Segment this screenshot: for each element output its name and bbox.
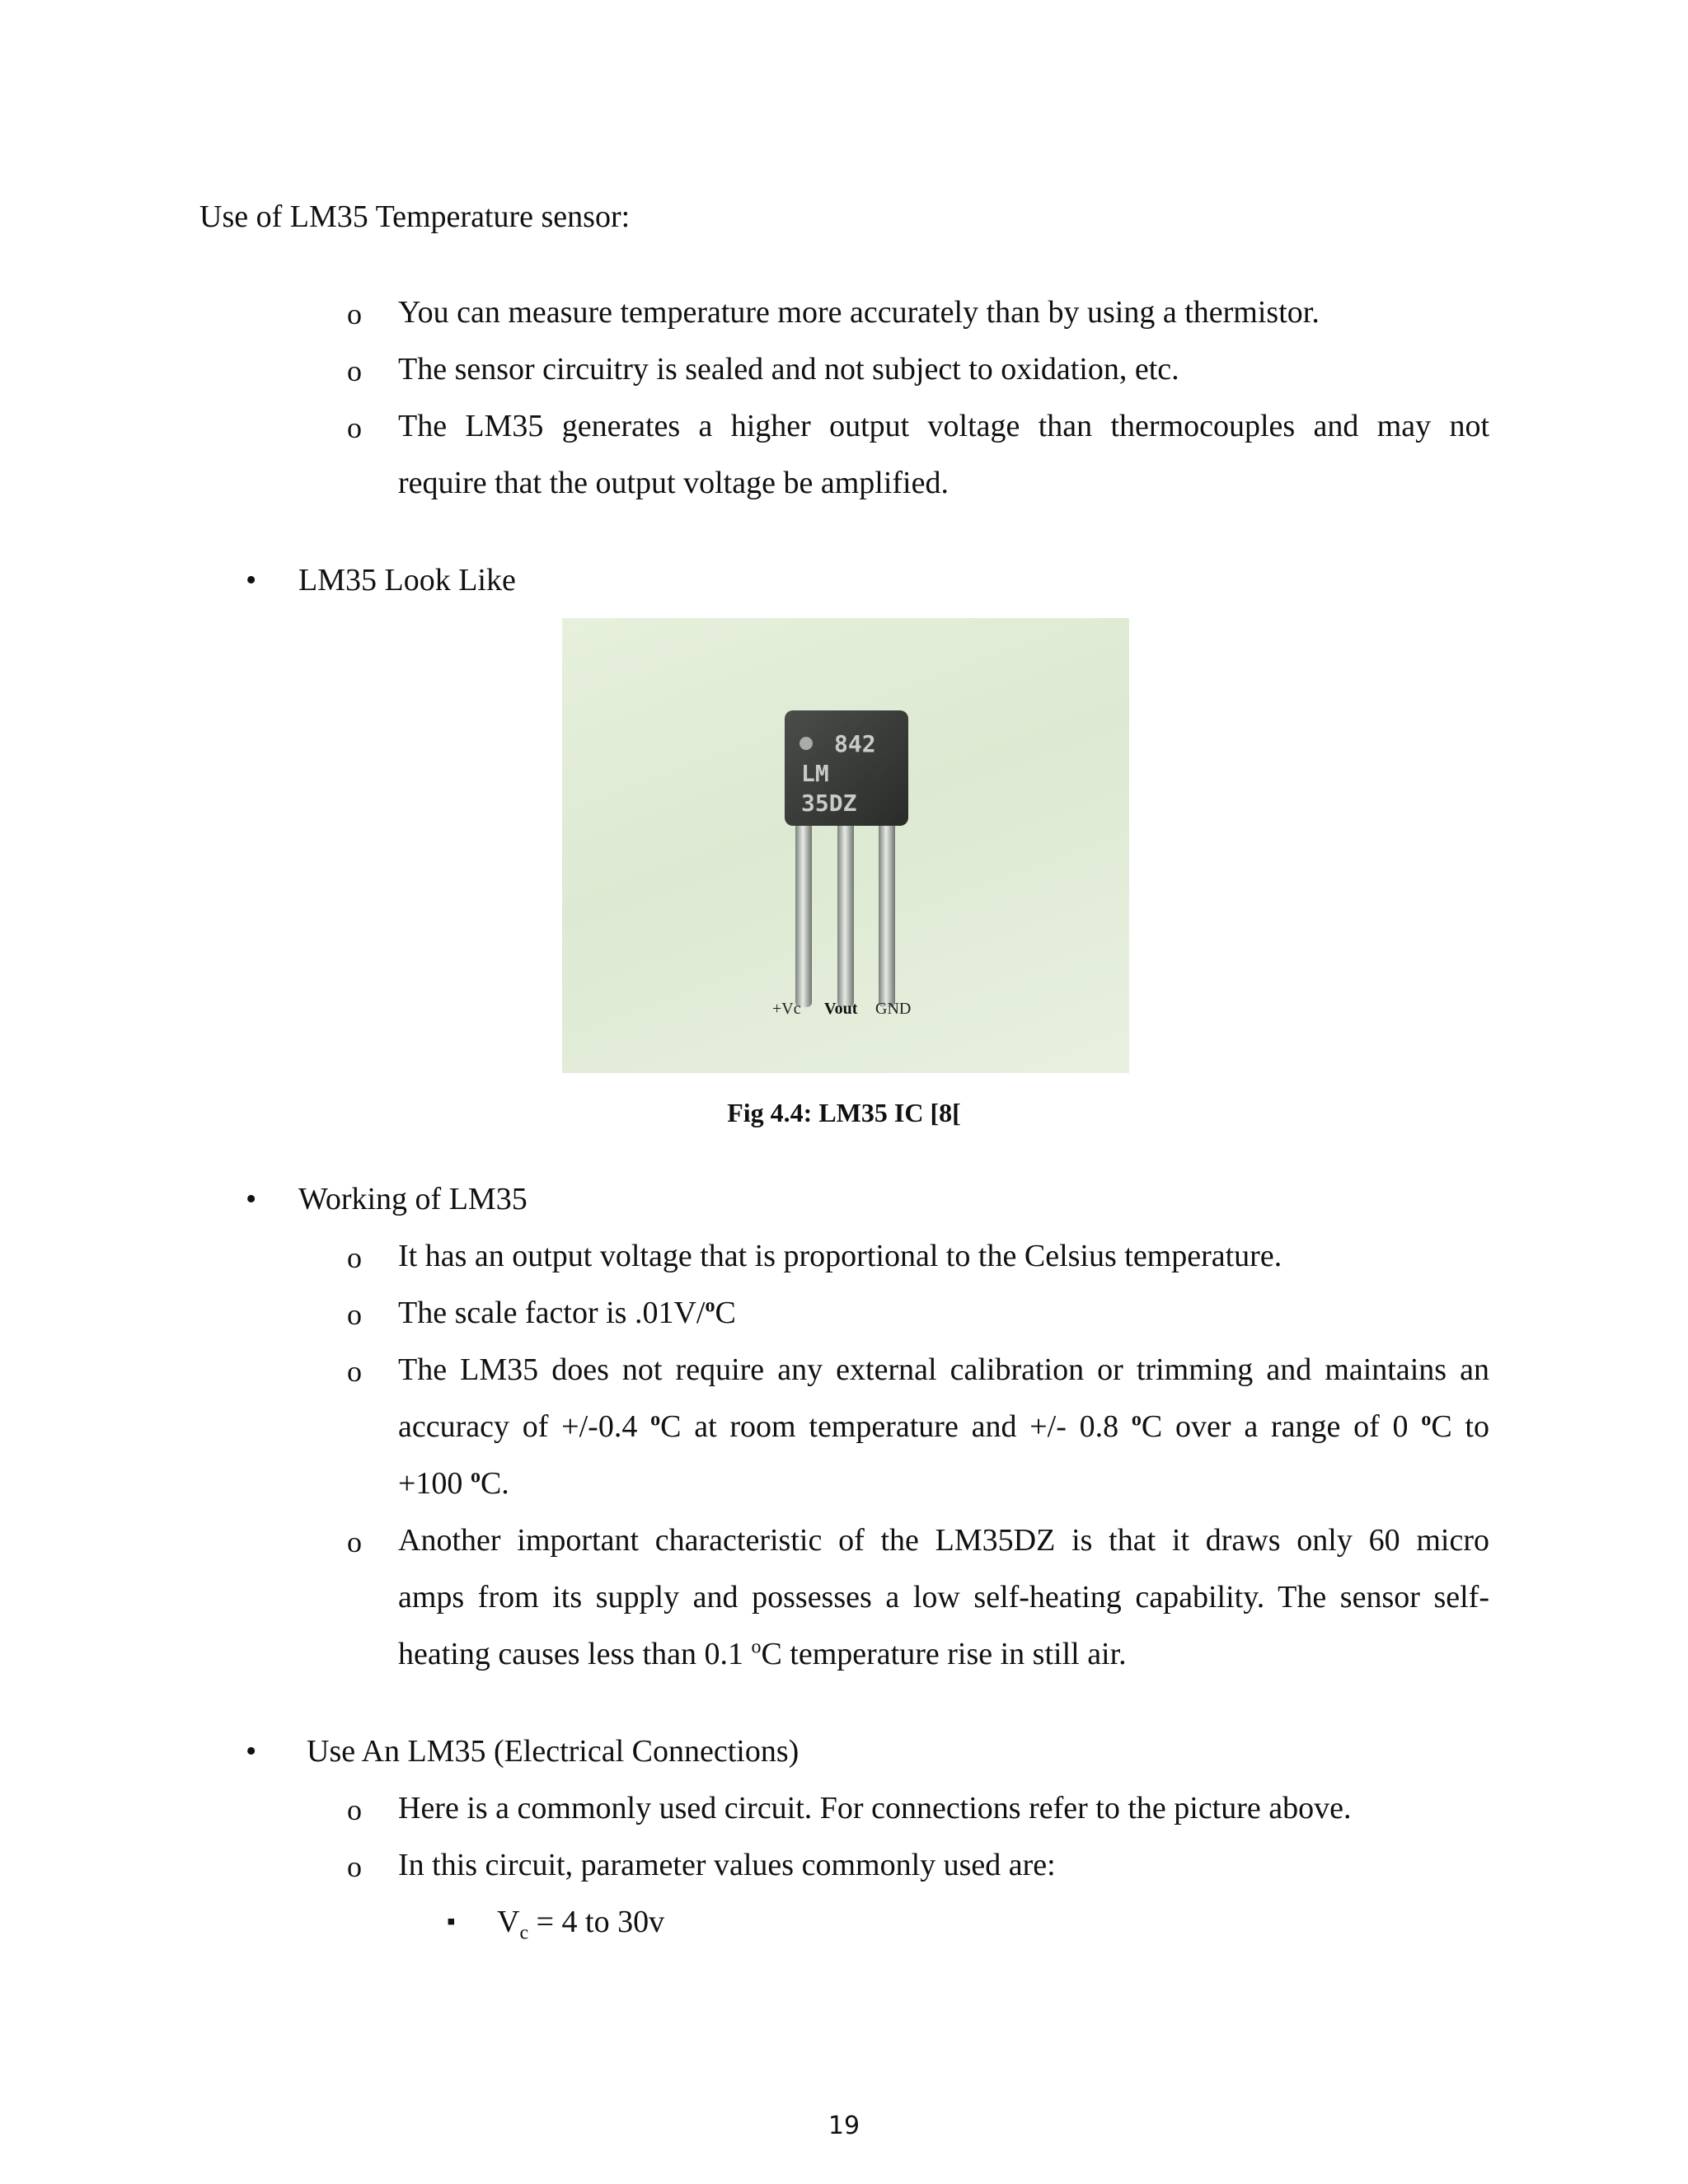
pin-vout bbox=[837, 816, 854, 1007]
page-number: 19 bbox=[828, 2111, 860, 2140]
circle-bullet: o bbox=[347, 354, 362, 387]
pin-label-vc: +Vc bbox=[772, 1000, 801, 1018]
working-title: Working of LM35 bbox=[298, 1182, 528, 1216]
circle-bullet: o bbox=[347, 1355, 362, 1388]
working-item-3-line-1: The LM35 does not require any external calibration or trimming and maintains an bbox=[398, 1352, 1489, 1387]
circle-bullet: o bbox=[347, 1298, 362, 1331]
lm35-photo bbox=[562, 618, 1129, 1073]
circle-bullet: o bbox=[347, 298, 362, 330]
pin-label-vout: Vout bbox=[824, 1000, 858, 1018]
figure-caption: Fig 4.4: LM35 IC [8[ bbox=[727, 1098, 961, 1127]
use-item-3-line-2: require that the output voltage be amplified. bbox=[398, 466, 949, 500]
use-item-1: You can measure temperature more accurately than by using a thermistor. bbox=[398, 295, 1320, 330]
pin-label-gnd: GND bbox=[875, 1000, 912, 1018]
working-item-4-line-1: Another important characteristic of the LM35DZ is that it draws only 60 micro bbox=[398, 1523, 1489, 1558]
working-item-3-line-3: +100 $^o$C. bbox=[398, 1465, 509, 1501]
circle-bullet: o bbox=[347, 1850, 362, 1883]
chip-logo bbox=[799, 737, 813, 750]
chip-marking-3: 35DZ bbox=[801, 790, 857, 817]
circle-bullet: o bbox=[347, 1526, 362, 1558]
pin-gnd bbox=[879, 816, 895, 1007]
use-item-3-line-1: The LM35 generates a higher output voltage than thermocouples and may not bbox=[398, 409, 1489, 443]
section-heading: Use of LM35 Temperature sensor: bbox=[199, 199, 631, 234]
look-like-title: LM35 Look Like bbox=[298, 563, 516, 598]
working-item-4-line-2: amps from its supply and possesses a low self-heating capability. The sensor self- bbox=[398, 1580, 1489, 1615]
connections-item-2: In this circuit, parameter values commonly used are: bbox=[398, 1848, 1056, 1882]
square-bullet: ▪ bbox=[447, 1908, 456, 1935]
working-item-4-line-3: heating causes less than 0.1 $^o$C temperature rise in still air. bbox=[398, 1636, 1127, 1671]
use-item-2: The sensor circuitry is sealed and not subject to oxidation, etc. bbox=[398, 352, 1179, 387]
connections-item-1: Here is a commonly used circuit. For connections refer to the picture above. bbox=[398, 1791, 1352, 1825]
working-item-1: It has an output voltage that is proportional to the Celsius temperature. bbox=[398, 1239, 1282, 1273]
circle-bullet: o bbox=[347, 1793, 362, 1826]
bullet: • bbox=[246, 1734, 257, 1769]
connections-title: Use An LM35 (Electrical Connections) bbox=[307, 1734, 799, 1769]
bullet: • bbox=[246, 563, 257, 598]
pin-vc bbox=[795, 816, 812, 1007]
circle-bullet: o bbox=[347, 1241, 362, 1274]
connections-sub-item-1: $V_c = 4$ to 30v bbox=[497, 1905, 665, 1944]
working-item-3-line-2: accuracy of +/-0.4 $^o$C at room temperature and +/- 0.8 $^o$C over a range of 0 $^o$C to bbox=[398, 1408, 1489, 1444]
chip-marking-1: 842 bbox=[834, 730, 876, 757]
circle-bullet: o bbox=[347, 411, 362, 444]
working-item-2: The scale factor is .01V/$^o$C bbox=[398, 1295, 736, 1330]
lm35-ic-illustration bbox=[562, 618, 1129, 1073]
chip-marking-2: LM bbox=[801, 760, 829, 787]
bullet: • bbox=[246, 1182, 257, 1216]
